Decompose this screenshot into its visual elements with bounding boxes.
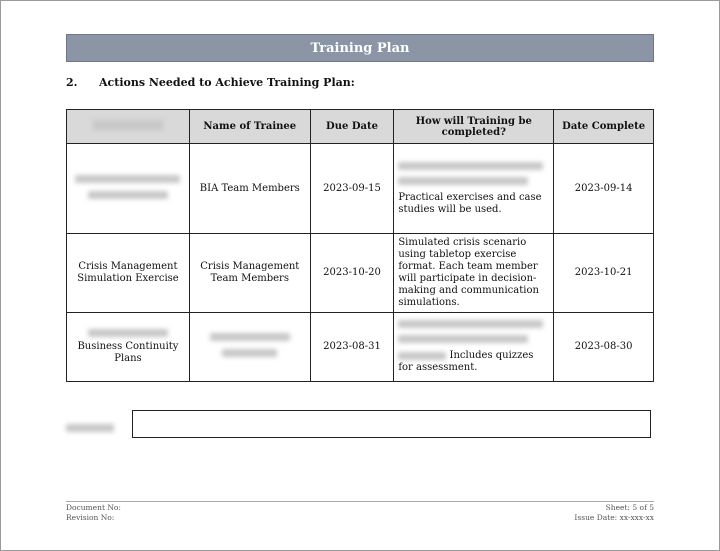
header-due-date: Due Date [310,110,394,144]
table-row [67,144,654,234]
redacted-text [398,335,528,343]
cell-topic-text: Business Continuity Plans [77,341,179,364]
cell-topic: Crisis Management Simulation Exercise [67,234,190,313]
redacted-text [210,333,290,341]
cell-trainee: BIA Team Members [189,144,310,234]
cell-method [394,144,554,234]
redacted-text [398,162,543,170]
training-table [66,109,654,382]
table-header-row [67,110,654,144]
redacted-text [88,191,168,199]
redacted-text [75,175,180,183]
footer-revision-no: Revision No: [66,513,115,522]
redacted-text [398,177,528,185]
section-number: 2. [66,76,78,89]
cell-method: Simulated crisis scenario using tabletop exercise format. Each team member will participate in decision-making and communication simulations. [394,234,554,313]
redacted-text [398,320,543,328]
comments-field[interactable] [132,410,651,438]
header-date-complete: Date Complete [554,110,654,144]
cell-date-complete: 2023-08-30 [554,313,654,382]
section-title: Actions Needed to Achieve Training Plan: [99,76,355,89]
footer-document-no: Document No: [66,503,121,512]
footer-issue-date: Issue Date: xx-xxx-xx [574,513,654,522]
cell-method-text: Includes quizzes for assessment. [398,350,534,373]
cell-topic [67,144,190,234]
redacted-text [88,329,168,337]
cell-due-date: 2023-08-31 [310,313,394,382]
redacted-text [398,352,446,360]
header-method: How will Training be completed? [394,110,554,144]
page-title: Training Plan [66,34,654,62]
cell-method [394,313,554,382]
footer-sheet: Sheet: 5 of 5 [605,503,654,512]
table-row [67,313,654,382]
header-trainee: Name of Trainee [189,110,310,144]
section-heading [66,76,355,89]
cell-date-complete: 2023-10-21 [554,234,654,313]
cell-trainee: Crisis Management Team Members [189,234,310,313]
footer-divider [66,501,654,502]
redacted-text [93,120,163,130]
table-row [67,234,654,313]
header-topic [67,110,190,144]
cell-date-complete: 2023-09-14 [554,144,654,234]
cell-topic [67,313,190,382]
comments-label [66,417,114,436]
cell-due-date: 2023-09-15 [310,144,394,234]
redacted-text [66,424,114,432]
cell-trainee [189,313,310,382]
redacted-text [222,349,277,357]
cell-method-text: Practical exercises and case studies will be used. [398,191,542,215]
cell-due-date: 2023-10-20 [310,234,394,313]
